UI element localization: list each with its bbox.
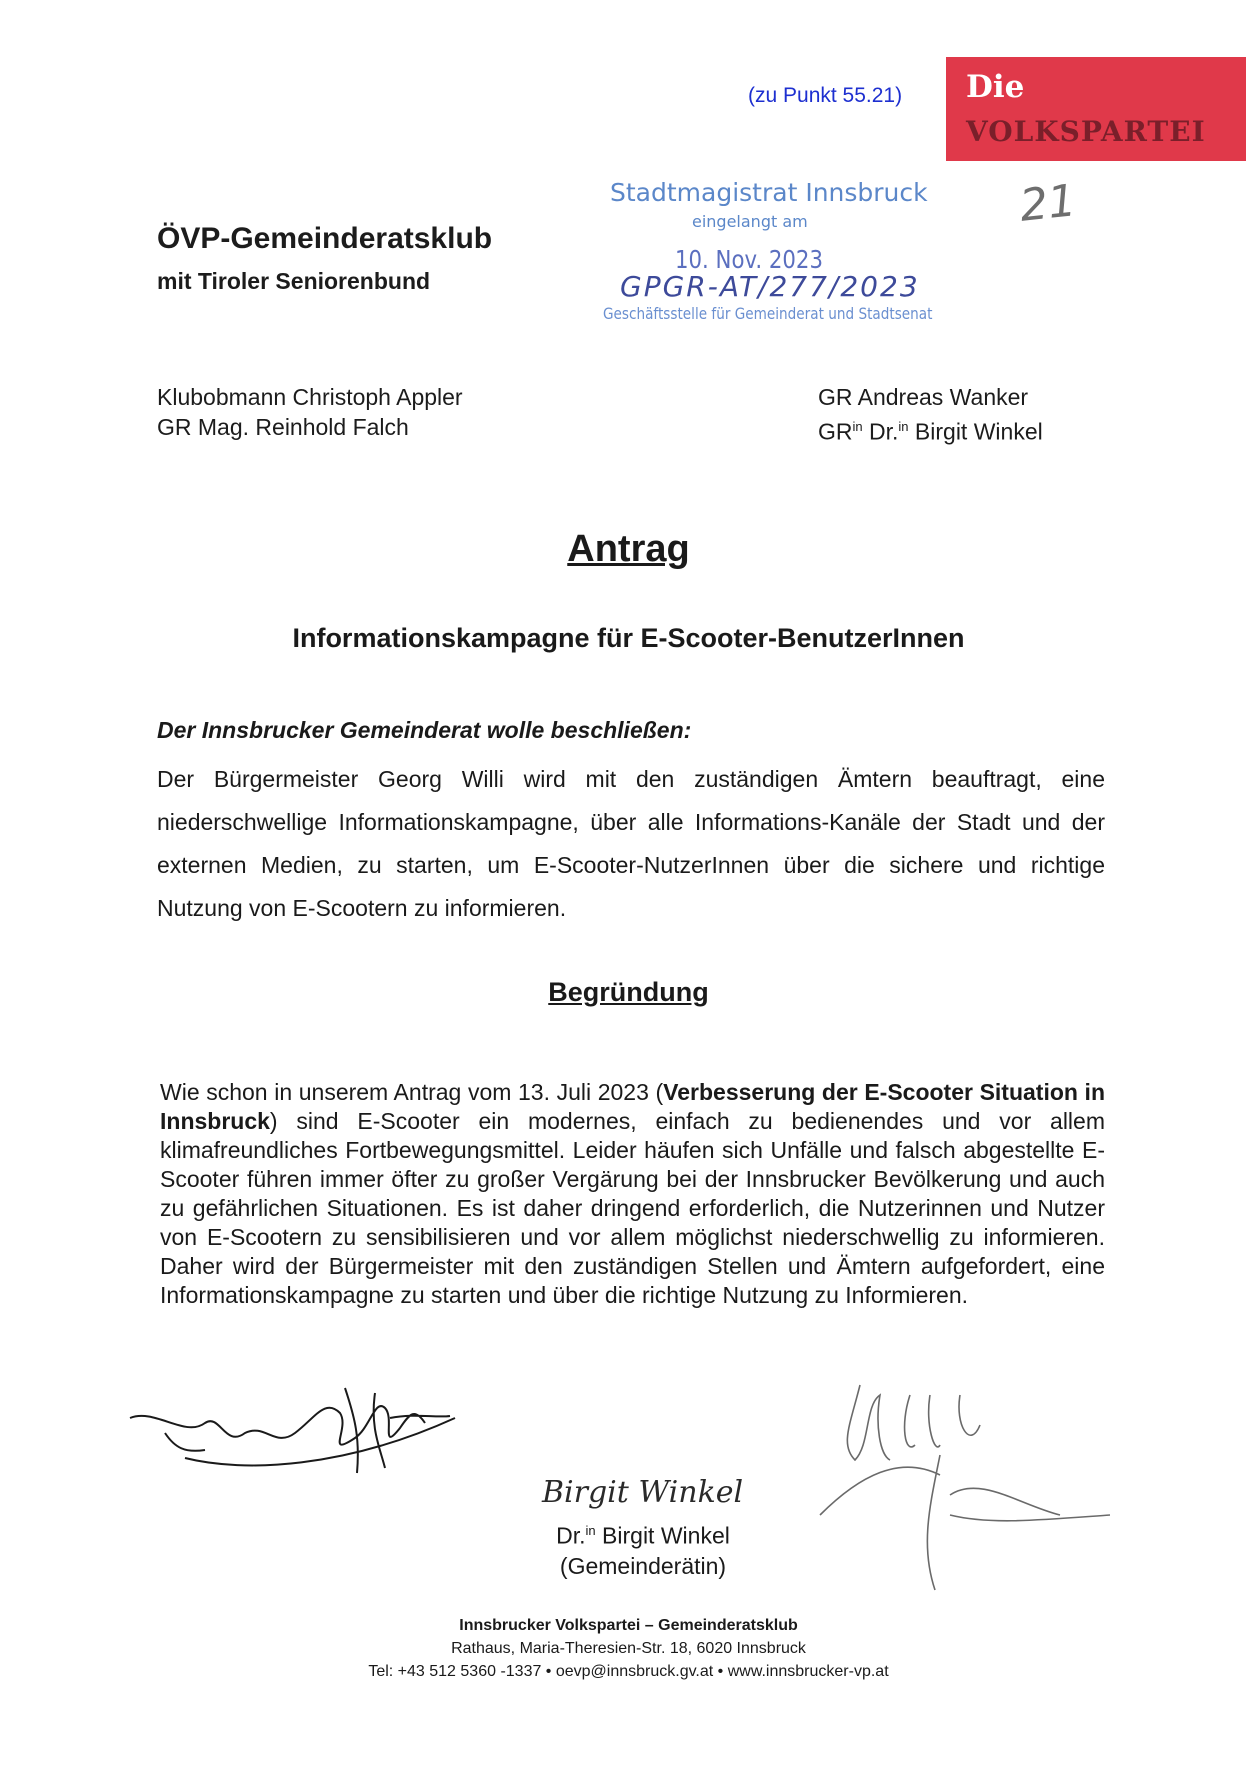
club-title: ÖVP-Gemeinderatsklub (157, 222, 493, 255)
stamp-received-label: eingelangt am (692, 212, 808, 231)
winkel-sup-1: in (852, 419, 863, 434)
signature-prefix: Dr. (556, 1522, 586, 1549)
signature-left (125, 1378, 465, 1478)
stamp-date: 10. Nov. 2023 (675, 245, 823, 274)
signature-name (538, 1516, 748, 1551)
signatory-winkel (818, 412, 1043, 447)
handwritten-number: 21 (1017, 175, 1079, 232)
signature-block (538, 1516, 748, 1581)
footer-org: Innsbrucker Volkspartei – Gemeinderatsklub (459, 1617, 798, 1634)
signature-role: (Gemeinderätin) (559, 1552, 727, 1579)
party-logo (946, 57, 1246, 161)
resolution-text: Der Bürgermeister Georg Willi wird mit den zuständigen Ämtern beauftragt, eine niederschwellige Informationskampagne, über alle Informations-Kanäle der Stadt und der externen Medien, zu starten, um E-Scooter-NutzerInnen über die sichere und richtige Nutzung von E-Scootern zu informieren. (157, 766, 1105, 921)
stamp-department: Geschäftsstelle für Gemeinderat und Stadtsenat (603, 304, 933, 323)
signatories-left (157, 382, 463, 442)
signature-birgit-winkel (538, 1460, 744, 1520)
signature-sup: in (585, 1523, 596, 1538)
footer-contact: Tel: +43 512 5360 -1337 • oevp@innsbruck.gv.at • www.innsbrucker-vp.at (368, 1663, 889, 1680)
logo-line-1: Die (966, 69, 1025, 105)
resolution-intro: Der Innsbrucker Gemeinderat wolle beschließen: (157, 717, 692, 743)
winkel-prefix: GR (818, 418, 853, 445)
winkel-sup-2: in (898, 419, 909, 434)
justification-start: Wie schon in unserem Antrag vom 13. Juli 2023 ( (160, 1079, 664, 1105)
justification-text (160, 1078, 1105, 1310)
signatory-wanker: GR Andreas Wanker (818, 384, 1029, 410)
motion-title: Antrag (567, 528, 690, 570)
signature-right (820, 1365, 1140, 1595)
signature-name-text: Birgit Winkel (595, 1522, 730, 1549)
justification-heading: Begründung (548, 977, 709, 1007)
signature-winkel-text: Birgit Winkel (542, 1475, 744, 1510)
signatories-right (818, 382, 1043, 447)
footer (0, 1614, 1257, 1683)
signatory-falch: GR Mag. Reinhold Falch (157, 414, 409, 440)
agenda-point-reference: (zu Punkt 55.21) (748, 84, 903, 107)
justification-rest: ) sind E-Scooter ein modernes, einfach zu bedienendes und vor allem klimafreundliches Fortbewegungsmittel. Leider häufen sich Unfälle und falsch abgestellte E-Scooter führen immer öfter zu großer Vergärung bei der Innsbrucker Bevölkerung und auch zu gefährlichen Situationen. Es ist daher dringend erforderlich, die Nutzerinnen und Nutzer von E-Scootern zu sensibilisieren und vor allem möglichst niederschwellig zu informieren. Daher wird der Bürgermeister mit den zuständigen Stellen und Ämtern aufgefordert, eine Informationskampagne zu starten und über die richtige Nutzung zu Informieren. (160, 1108, 1105, 1308)
club-subtitle: mit Tiroler Seniorenbund (157, 268, 431, 294)
motion-subtitle: Informationskampagne für E-Scooter-BenutzerInnen (292, 623, 965, 653)
stamp-reference: GPGR-AT/277/2023 (620, 270, 920, 303)
logo-line-2: VOLKSPARTEI (966, 115, 1206, 148)
winkel-name: Birgit Winkel (908, 418, 1043, 445)
justification-bold: Verbesserung der E-Scooter Situation in Innsbruck (160, 1079, 1106, 1134)
footer-address: Rathaus, Maria-Theresien-Str. 18, 6020 Innsbruck (451, 1640, 806, 1657)
signatory-appler: Klubobmann Christoph Appler (157, 384, 463, 410)
winkel-mid: Dr. (862, 418, 899, 445)
stamp-office: Stadtmagistrat Innsbruck (610, 178, 928, 207)
